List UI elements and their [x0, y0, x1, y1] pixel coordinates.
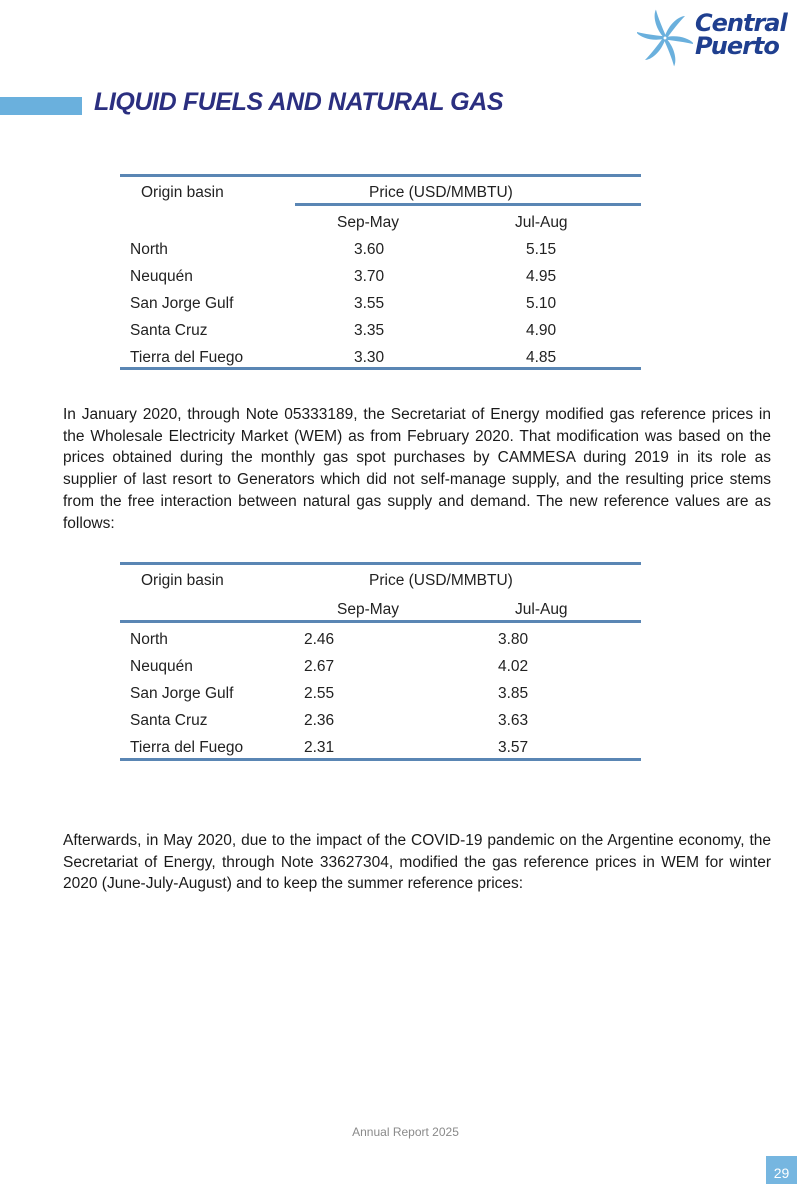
table-row	[120, 685, 641, 712]
basin-name: North	[130, 241, 168, 258]
basin-name: Neuquén	[130, 268, 193, 285]
sep-may-value: 3.70	[354, 268, 385, 285]
basin-name: Tierra del Fuego	[130, 349, 244, 366]
basin-name: Santa Cruz	[130, 322, 208, 339]
basin-name: Tierra del Fuego	[130, 739, 244, 756]
col-sep-may-header: Sep-May	[337, 214, 400, 231]
sep-may-value: 3.30	[354, 349, 385, 366]
sep-may-value: 2.46	[304, 631, 335, 648]
table-top-rule	[120, 562, 641, 565]
table-row	[120, 322, 641, 349]
origin-basin-header: Origin basin	[141, 184, 224, 201]
table-top-rule	[120, 174, 641, 177]
sep-may-value: 2.67	[304, 658, 335, 675]
sep-may-value: 3.60	[354, 241, 385, 258]
body-paragraph-1: In January 2020, through Note 05333189, the Secretariat of Energy modified gas reference prices in the Wholesale Electricity Market (WEM) as from February 2020. That modification was based on the prices obtained during the monthly gas spot purchases by CAMMESA during 2019 in its role as supplier of last resort to Generators which did not self-manage supply, and the resulting price stems from the free interaction between natural gas supply and demand. The new reference values are as follows:	[63, 406, 771, 532]
price-header: Price (USD/MMBTU)	[369, 184, 513, 201]
table-bottom-rule	[120, 367, 641, 370]
table-bottom-rule	[120, 758, 641, 761]
table-row	[120, 349, 641, 376]
footer-report-label: Annual Report 2025	[352, 1125, 459, 1139]
sep-may-value: 3.35	[354, 322, 385, 339]
sep-may-value: 3.55	[354, 295, 385, 312]
company-logo	[637, 8, 805, 70]
table-row	[120, 712, 641, 739]
body-paragraph-2: Afterwards, in May 2020, due to the impact of the COVID-19 pandemic on the Argentine economy, the Secretariat of Energy, through Note 33627304, modified the gas reference prices in WEM for winter 2020 (June-July-August) and to keep the summer reference prices:	[63, 832, 771, 893]
table-row	[120, 241, 641, 268]
jul-aug-value: 3.85	[498, 685, 529, 702]
basin-name: North	[130, 631, 168, 648]
price-header: Price (USD/MMBTU)	[369, 572, 513, 589]
jul-aug-value: 3.63	[498, 712, 529, 729]
price-header-rule	[295, 203, 641, 206]
origin-basin-header: Origin basin	[141, 572, 224, 589]
jul-aug-value: 4.02	[498, 658, 529, 675]
pinwheel-logo-icon	[637, 8, 693, 68]
logo-wordmark	[695, 9, 787, 60]
basin-name: San Jorge Gulf	[130, 685, 234, 702]
table-row	[120, 268, 641, 295]
page-number: 29	[766, 1156, 797, 1184]
jul-aug-value: 4.90	[526, 322, 557, 339]
col-jul-aug-header: Jul-Aug	[515, 214, 568, 231]
jul-aug-value: 3.57	[498, 739, 529, 756]
sep-may-value: 2.36	[304, 712, 335, 729]
table-row	[120, 739, 641, 766]
jul-aug-value: 4.95	[526, 268, 557, 285]
section-title: LIQUID FUELS AND NATURAL GAS	[94, 88, 504, 116]
table-row	[120, 658, 641, 685]
basin-name: San Jorge Gulf	[130, 295, 234, 312]
table-row	[120, 295, 641, 322]
basin-name: Santa Cruz	[130, 712, 208, 729]
col-sep-may-header: Sep-May	[337, 601, 400, 618]
table-row	[120, 631, 641, 658]
logo-line-2: Puerto	[695, 32, 779, 60]
col-jul-aug-header: Jul-Aug	[515, 601, 568, 618]
jul-aug-value: 4.85	[526, 349, 557, 366]
sep-may-value: 2.55	[304, 685, 335, 702]
sep-may-value: 2.31	[304, 739, 335, 756]
jul-aug-value: 3.80	[498, 631, 529, 648]
basin-name: Neuquén	[130, 658, 193, 675]
jul-aug-value: 5.10	[526, 295, 557, 312]
column-header-rule	[120, 620, 641, 623]
logo-line-1: Central	[695, 9, 787, 37]
section-accent-bar	[0, 97, 82, 115]
gas-price-table-1	[120, 172, 641, 372]
gas-price-table-2	[120, 560, 641, 765]
jul-aug-value: 5.15	[526, 241, 557, 258]
